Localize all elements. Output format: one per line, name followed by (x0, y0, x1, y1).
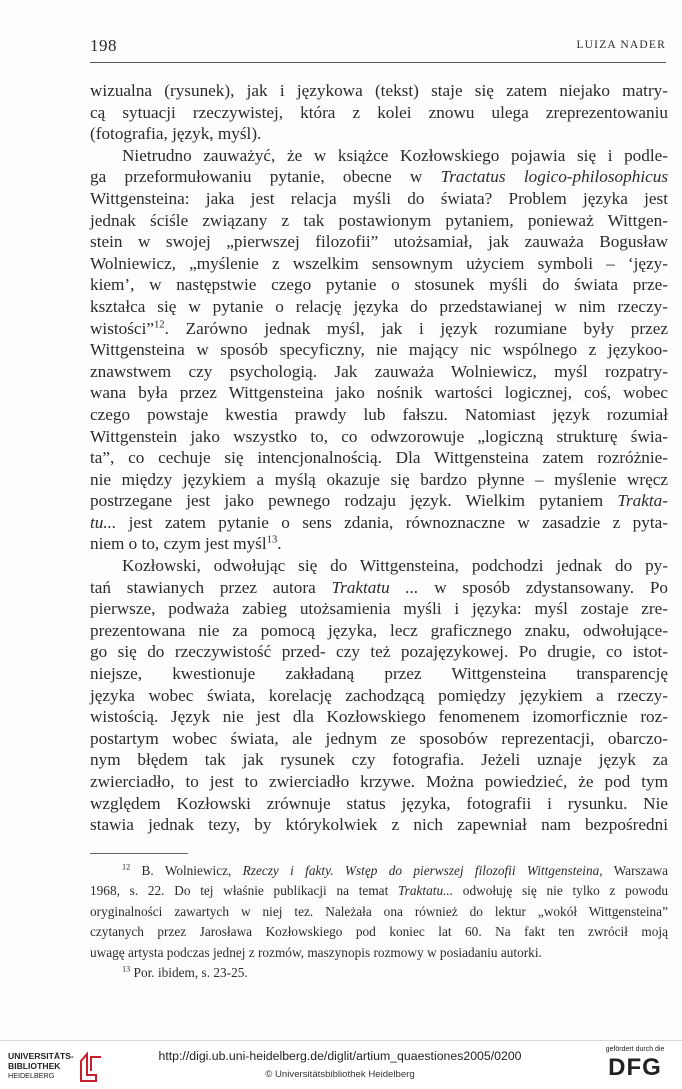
text-run: kiem’, w następstwie czego pytanie o stosunek myśli do świata prze- (90, 275, 668, 295)
source-url[interactable]: http://digi.ub.uni-heidelberg.de/diglit/artium_quaestiones2005/0200 (158, 1049, 522, 1063)
dfg-logo[interactable] (600, 1045, 670, 1085)
body-line (90, 814, 668, 836)
body-line (90, 641, 668, 663)
text-run: prezentowana nie za pomocą języka, lecz graficznego znaku, odwołujące- (90, 620, 668, 640)
body-line (90, 145, 668, 167)
footnotes (90, 861, 668, 983)
text-run: Wolniewicz, „myślenie z wszelkim sensownym użyciem symboli – ‘języ- (90, 253, 668, 273)
text-run: Wittgensteina: jaka jest relacja myśli do świata? Problem języka jest (90, 188, 668, 208)
body-line (90, 188, 668, 210)
body-line (90, 210, 668, 232)
body-line (90, 102, 668, 124)
italic-text: Traktatu ... (331, 577, 419, 597)
italic-text: Tractatus logico-philosophicus (440, 167, 669, 187)
body-line (90, 598, 668, 620)
italic-text: Trakta- (617, 491, 668, 511)
dfg-logo-text: DFG (608, 1054, 662, 1081)
text-run: ga przeformułowaniu pytanie, obecne w (90, 167, 441, 187)
page-number: 198 (90, 36, 117, 55)
text-run: go się do rzeczywistość przed- czy też pozajęzykowej. Po drugie, co istot- (90, 642, 668, 662)
body-line (90, 426, 668, 448)
body-line (90, 771, 668, 793)
body-line (90, 793, 668, 815)
text-run: czytanych przez Jarosława Kozłowskiego pod koniec lat 60. Na fakt ten zwrócił moją (90, 924, 668, 940)
body-line (90, 490, 668, 512)
text-run: kształca się w pytanie o relację języka do przedstawianej w nim rzeczy- (90, 296, 668, 316)
text-run: niem o to, czym jest myśl (90, 534, 267, 554)
running-title: LUIZA NADER (576, 39, 666, 51)
footnote-line (90, 861, 668, 881)
text-run: . Zarówno jednak myśl, jak i język rozumiane były przez (164, 318, 668, 338)
text-run: znawstwem czy psychologią. Jak zauważa Wolniewicz, myśl rozpatry- (90, 361, 668, 381)
footnote-line (90, 902, 668, 922)
text-run: pierwsze, podważa zabieg utożsamienia myśli i języka: myśl zostaje zre- (90, 599, 668, 619)
sponsor-line: gefördert durch die (605, 1046, 665, 1053)
body-line (90, 685, 668, 707)
italic-text: tu... (90, 512, 117, 532)
page-header (90, 36, 666, 56)
body-line (90, 749, 668, 771)
text-run: (fotografia, język, myśl). (90, 124, 262, 144)
body-line (90, 469, 668, 491)
body-line (90, 339, 668, 361)
body-line (90, 512, 668, 534)
body-line (90, 404, 668, 426)
body-line (90, 706, 668, 728)
italic-text: Traktatu... (398, 883, 454, 899)
body-line (90, 80, 668, 102)
text-run: niejsze, kwestionuje zakładaną przez Wittgensteina transparencję (90, 664, 668, 684)
library-name-line3: HEIDELBERG (8, 1071, 55, 1080)
text-run: Nietrudno zauważyć, że w książce Kozłowskiego pojawia się i podle- (122, 145, 668, 165)
body-line (90, 318, 668, 340)
text-run: odwołuję się nie tylko z powodu (453, 883, 669, 899)
text-run: wistością. Język nie jest dla Kozłowskiego fenomenem izomorficznie roz- (90, 707, 668, 727)
body-line (90, 728, 668, 750)
body-line (90, 361, 668, 383)
text-run: nym błędem tak jak rysunek czy fotografia. Jeżeli uznaje język za (90, 750, 668, 770)
text-run: Wittgenstein jako wszystko to, co odwzorowuje „logiczną strukturę świa- (90, 426, 668, 446)
footnote-line (90, 963, 668, 983)
text-run: Wittgensteina w sposób specyficzny, nie mający nic wspólnego z językoo- (90, 340, 668, 360)
footnote-line (90, 881, 668, 901)
library-name-line2: BIBLIOTHEK (8, 1061, 61, 1071)
body-line (90, 231, 668, 253)
text-run: cą sytuacji rzeczywistej, która z kolei znowu ulega zreprezentowaniu (90, 102, 668, 122)
footnote-marker[interactable]: 12 (153, 318, 165, 330)
body-line (90, 253, 668, 275)
text-run: Por. ibidem, s. 23-25. (130, 964, 248, 980)
text-run: względem Kozłowski zrównuje status języka, fotografii i rysunku. Nie (90, 793, 668, 813)
footnote-line (90, 922, 668, 942)
text-run: 1968, s. 22. Do tej właśnie publikacji na temat (90, 883, 399, 899)
text-run: stein w swojej „pierwszej filozofii” utożsamiał, jak zauważa Bogusław (90, 232, 668, 252)
text-run: . (277, 534, 282, 554)
text-run: wizualna (rysunek), jak i językowa (tekst) staje się zatem niejako matry- (90, 81, 668, 100)
footnote-marker[interactable]: 12 (122, 862, 131, 872)
footnote-marker[interactable]: 13 (266, 534, 278, 546)
body-line (90, 382, 668, 404)
text-run: wistości” (90, 318, 154, 338)
text-run: uwagę artysta podczas jednej z rozmów, maszynopis rozmowy w posiadaniu autorki. (90, 944, 542, 960)
text-run: wana była przez Wittgensteina jako nośnik wartości logicznej, coś, wobec (90, 383, 668, 403)
library-emblem-icon (78, 1051, 104, 1083)
text-run: Kozłowski, odwołując się do Wittgensteina, podchodzi jednak do py- (122, 556, 668, 576)
digitization-footer (0, 1040, 682, 1089)
text-run: oryginalności zawartych w niej tez. Należała ona również do lektur „wokół Wittgensteina” (90, 903, 668, 919)
footnote-marker[interactable]: 13 (122, 964, 131, 974)
text-run: postrzegane jest jako pewnego rodzaju język. Wielkim pytaniem (90, 491, 618, 511)
body-line (90, 123, 668, 145)
body-line (90, 555, 668, 577)
text-run: tań stawianych przez autora (90, 577, 332, 597)
body-line (90, 577, 668, 599)
header-rule (90, 62, 666, 63)
library-logo[interactable] (8, 1051, 100, 1083)
text-run: , Warszawa (599, 863, 668, 878)
body-line (90, 620, 668, 642)
footnote-rule (90, 853, 188, 854)
body-line (90, 663, 668, 685)
text-run: w sposób zdystansowany. Po (418, 577, 668, 597)
text-run: nie między językiem a myślą okazuje się bardzo płynne – myślenie wręcz (90, 469, 668, 489)
body-line (90, 296, 668, 318)
text-run: jest zatem pytanie o sens zdania, równoznaczne w zasadzie z pyta- (116, 512, 668, 532)
text-run: ta”, co cechuje się intencjonalnością. Dla Wittgensteina zatem rozróżnie- (90, 448, 668, 468)
body-line (90, 166, 668, 188)
text-run: postartym wobec świata, ale jednym ze sposobów reprezentacji, obarczo- (90, 728, 668, 748)
text-run: zwierciadło, to jest to zwierciadło krzywe. Można powiedzieć, że pod tym (90, 772, 668, 791)
text-run: czego powstaje kwestia prawdy lub fałszu. Natomiast język rozumiał (90, 404, 668, 424)
copyright-note: © Universitätsbibliothek Heidelberg (265, 1069, 415, 1080)
body-line (90, 533, 668, 555)
text-run: języka wobec świata, korelację zachodzącą pomiędzy językiem a rzeczy- (90, 685, 668, 705)
text-run: jednak ściśle związany z tak postawionym pytaniem, ponieważ Wittgen- (90, 210, 668, 230)
body-text (90, 80, 668, 836)
footnote-line (90, 943, 668, 963)
library-name-line1: UNIVERSITÄTS- (8, 1051, 74, 1061)
italic-text: Rzeczy i fakty. Wstęp do pierwszej filozofii Wittgensteina (242, 863, 600, 878)
text-run: stawia jednak tezy, by którykolwiek z nich zapewniał nam bezpośredni (90, 815, 668, 835)
text-run: B. Wolniewicz, (130, 863, 243, 878)
body-line (90, 274, 668, 296)
body-line (90, 447, 668, 469)
